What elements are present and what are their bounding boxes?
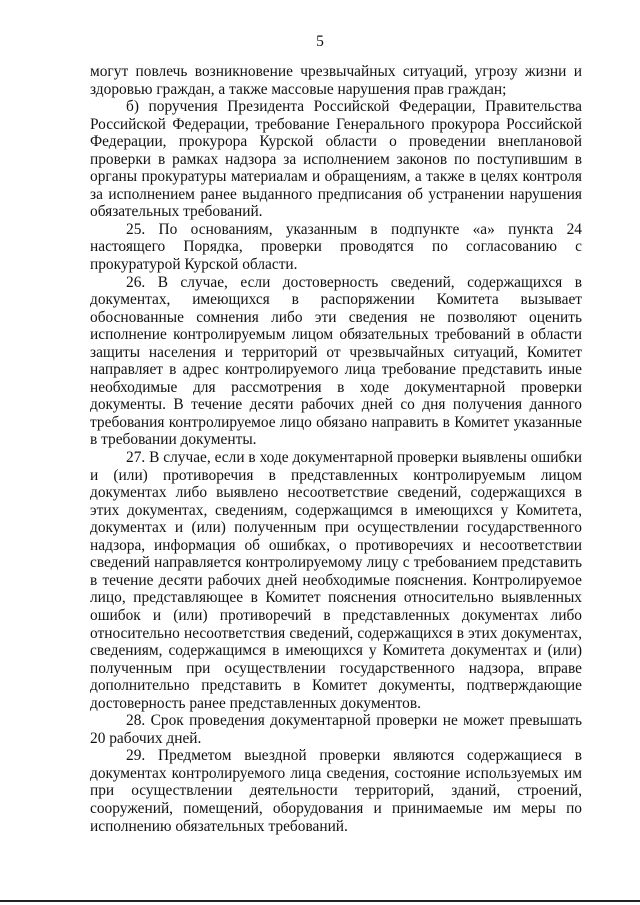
- document-body: [90, 63, 582, 835]
- paragraph-continuation: могут повлечь возникновение чрезвычайных ситуаций, угрозу жизни и здоровью граждан, а также массовые нарушения прав граждан;: [90, 63, 582, 98]
- paragraph-29: 29. Предметом выездной проверки являются содержащиеся в документах контролируемого лица сведения, состояние используемых им при осуществлении деятельности территорий, зданий, строений, сооружений, помещений, оборудования и принимаемые им меры по исполнению обязательных требований.: [90, 747, 582, 835]
- paragraph-26: 26. В случае, если достоверность сведений, содержащихся в документах, имеющихся в распоряжении Комитета вызывает обоснованные сомнения либо эти сведения не позволяют оценить исполнение контролируемым лицом обязательных требований в области защиты населения и территорий от чрезвычайных ситуаций, Комитет направляет в адрес контролируемого лица требование представить иные необходимые для рассмотрения в ходе документарной проверки документы. В течение десяти рабочих дней со дня получения данного требования контролируемое лицо обязано направить в Комитет указанные в требовании документы.: [90, 273, 582, 449]
- page-number: 5: [316, 33, 324, 50]
- paragraph-subitem-b: б) поручения Президента Российской Федерации, Правительства Российской Федерации, требование Генерального прокурора Российской Федерации, прокурора Курской области о проведении внеплановой проверки в рамках надзора за исполнением законов по поступившим в органы прокуратуры материалам и обращениям, а также в целях контроля за исполнением ранее выданного предписания об устранении нарушения обязательных требований.: [90, 98, 582, 221]
- paragraph-28: 28. Срок проведения документарной проверки не может превышать 20 рабочих дней.: [90, 712, 582, 747]
- paragraph-27: 27. В случае, если в ходе документарной проверки выявлены ошибки и (или) противоречия в представленных контролируемым лицом документах либо выявлено несоответствие сведений, содержащихся в этих документах, сведениям, содержащимся в имеющихся у Комитета, документах и (или) полученным при осуществлении государственного надзора, информация об ошибках, о противоречиях и несоответствии сведений направляется контролируемому лицу с требованием представить в течение десяти рабочих дней необходимые пояснения. Контролируемое лицо, представляющее в Комитет пояснения относительно выявленных ошибок и (или) противоречий в представленных документах либо относительно несоответствия сведений, содержащихся в этих документах, сведениям, содержащимся в имеющихся у Комитета документах и (или) полученным при осуществлении государственного надзора, вправе дополнительно представить в Комитет документы, подтверждающие достоверность ранее представленных документов.: [90, 449, 582, 712]
- paragraph-25: 25. По основаниям, указанным в подпункте «а» пункта 24 настоящего Порядка, проверки проводятся по согласованию с прокуратурой Курской области.: [90, 220, 582, 274]
- bottom-border-line: [0, 900, 640, 902]
